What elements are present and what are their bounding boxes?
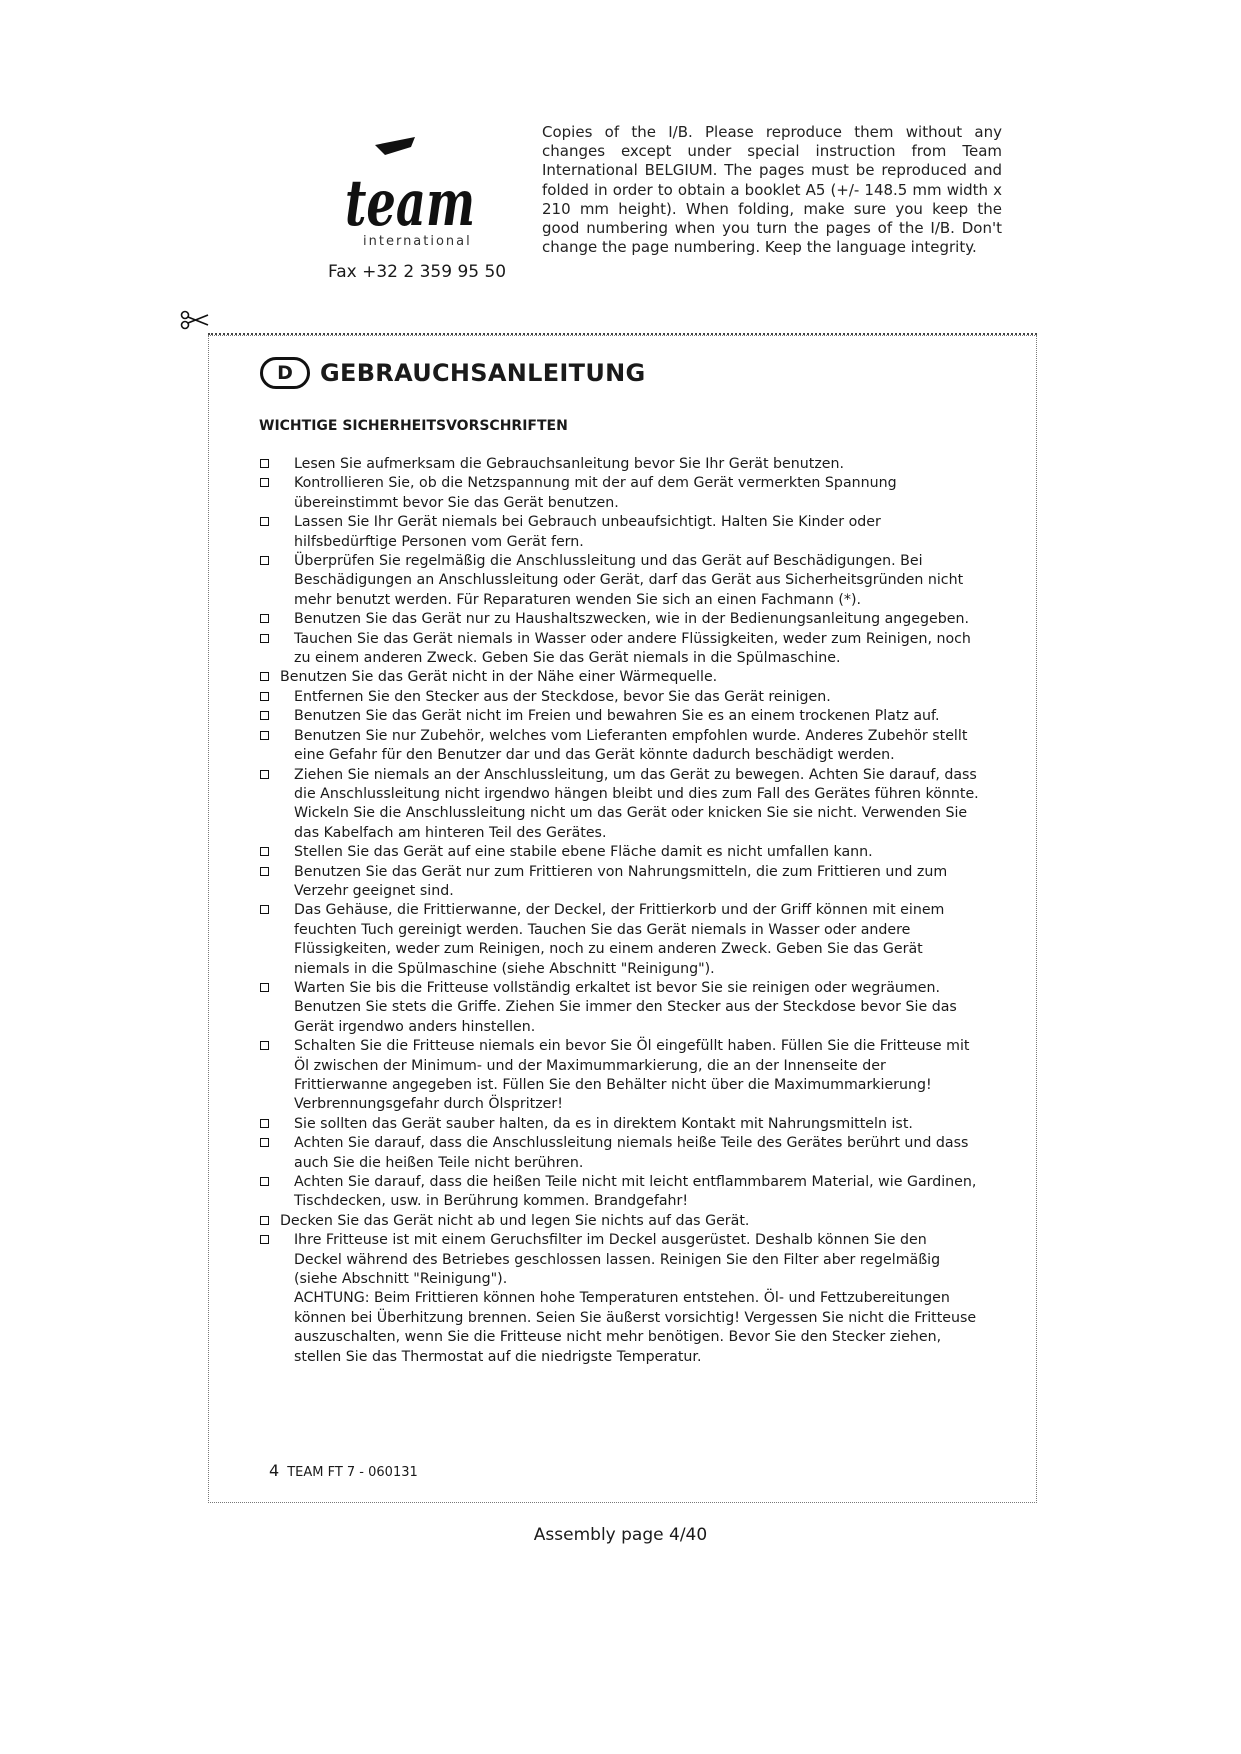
checkbox-bullet-icon xyxy=(260,614,269,623)
scissors-icon xyxy=(180,308,210,332)
checkbox-bullet-icon xyxy=(260,983,269,992)
list-item: Warten Sie bis die Fritteuse vollständig erkaltet ist bevor Sie sie reinigen oder wegräumen. Benutzen Sie stets die Griffe. Ziehen Sie immer den Stecker aus der Steckdose bevor Sie das Gerät irgendwo anders hinstellen. xyxy=(259,979,979,1037)
checkbox-bullet-icon xyxy=(260,770,269,779)
checkbox-bullet-icon xyxy=(260,847,269,856)
checkbox-bullet-icon xyxy=(260,692,269,701)
list-item: Entfernen Sie den Stecker aus der Steckdose, bevor Sie das Gerät reinigen. xyxy=(259,688,979,707)
checkbox-bullet-icon xyxy=(260,634,269,643)
svg-text:team: team xyxy=(345,166,475,241)
list-item: Benutzen Sie nur Zubehör, welches vom Lieferanten empfohlen wurde. Anderes Zubehör stellt eine Gefahr für den Benutzer dar und das Gerät könnte dadurch beschädigt werden. xyxy=(259,727,979,766)
language-badge: D xyxy=(260,357,310,389)
list-item: Achten Sie darauf, dass die heißen Teile nicht mit leicht entflammbarem Material, wie Gardinen, Tischdecken, usw. in Berührung kommen. Brandgefahr! xyxy=(259,1173,979,1212)
list-item: Benutzen Sie das Gerät nicht im Freien und bewahren Sie es an einem trockenen Platz auf. xyxy=(259,707,979,726)
list-item: Kontrollieren Sie, ob die Netzspannung mit der auf dem Gerät vermerkten Spannung übereinstimmt bevor Sie das Gerät benutzen. xyxy=(259,474,979,513)
checkbox-bullet-icon xyxy=(260,711,269,720)
page-footer xyxy=(269,1461,418,1480)
checkbox-bullet-icon xyxy=(260,731,269,740)
list-item: Tauchen Sie das Gerät niemals in Wasser oder andere Flüssigkeiten, weder zum Reinigen, noch zu einem anderen Zweck. Geben Sie das Gerät niemals in die Spülmaschine. xyxy=(259,630,979,669)
checkbox-bullet-icon xyxy=(260,1177,269,1186)
list-item: Sie sollten das Gerät sauber halten, da es in direktem Kontakt mit Nahrungsmitteln ist. xyxy=(259,1115,979,1134)
safety-rules-list xyxy=(259,455,979,1367)
fax-number: Fax +32 2 359 95 50 xyxy=(328,262,507,282)
checkbox-bullet-icon xyxy=(260,1138,269,1147)
model-code: TEAM FT 7 - 060131 xyxy=(287,1465,418,1480)
checkbox-bullet-icon xyxy=(260,867,269,876)
page-number: 4 xyxy=(269,1461,280,1480)
checkbox-bullet-icon xyxy=(260,1041,269,1050)
checkbox-bullet-icon xyxy=(260,459,269,468)
checkbox-bullet-icon xyxy=(260,1119,269,1128)
svg-text:international: international xyxy=(363,234,472,249)
checkbox-bullet-icon xyxy=(260,478,269,487)
checkbox-bullet-icon xyxy=(260,556,269,565)
list-item: Decken Sie das Gerät nicht ab und legen Sie nichts auf das Gerät. xyxy=(259,1212,979,1231)
checkbox-bullet-icon xyxy=(260,905,269,914)
list-item: Benutzen Sie das Gerät nicht in der Nähe einer Wärmequelle. xyxy=(259,668,979,687)
manual-title: GEBRAUCHSANLEITUNG xyxy=(320,359,646,387)
list-item: Ihre Fritteuse ist mit einem Geruchsfilter im Deckel ausgerüstet. Deshalb können Sie den Deckel während des Betriebes geschlossen lassen. Reinigen Sie den Filter aber regelmäßig (siehe Abschnitt "Reinigung"). ACHTUNG: Beim Frittieren können hohe Temperaturen entstehen. Öl- und Fettzubereitungen können bei Überhitzung brennen. Seien Sie äußerst vorsichtig! Vergessen Sie nicht die Fritteuse auszuschalten, wenn Sie die Fritteuse nicht mehr benötigen. Bevor Sie den Stecker ziehen, stellen Sie das Thermostat auf die niedrigste Temperatur. xyxy=(259,1231,979,1367)
list-item: Achten Sie darauf, dass die Anschlussleitung niemals heiße Teile des Gerätes berührt und dass auch Sie die heißen Teile nicht berühren. xyxy=(259,1134,979,1173)
checkbox-bullet-icon xyxy=(260,672,269,681)
list-item: Überprüfen Sie regelmäßig die Anschlussleitung und das Gerät auf Beschädigungen. Bei Beschädigungen an Anschlussleitung oder Gerät, darf das Gerät aus Sicherheitsgründen nicht mehr benutzt werden. Für Reparaturen wenden Sie sich an einen Fachmann (*). xyxy=(259,552,979,610)
section-title: WICHTIGE SICHERHEITSVORSCHRIFTEN xyxy=(259,418,568,434)
checkbox-bullet-icon xyxy=(260,1216,269,1225)
list-item: Stellen Sie das Gerät auf eine stabile ebene Fläche damit es nicht umfallen kann. xyxy=(259,843,979,862)
list-item: Benutzen Sie das Gerät nur zu Haushaltszwecken, wie in der Bedienungsanleitung angegeben. xyxy=(259,610,979,629)
list-item: Benutzen Sie das Gerät nur zum Frittieren von Nahrungsmitteln, die zum Frittieren und zum Verzehr geeignet sind. xyxy=(259,863,979,902)
list-item: Schalten Sie die Fritteuse niemals ein bevor Sie Öl eingefüllt haben. Füllen Sie die Fritteuse mit Öl zwischen der Minimum- und der Maximummarkierung, die an der Innenseite der Frittierwanne angegeben ist. Füllen Sie den Behälter nicht über die Maximummarkierung! Verbrennungsgefahr durch Ölspritzer! xyxy=(259,1037,979,1115)
list-item: Ziehen Sie niemals an der Anschlussleitung, um das Gerät zu bewegen. Achten Sie darauf, dass die Anschlussleitung nicht irgendwo hängen bleibt und dies zum Fall des Gerätes führen könnte. Wickeln Sie die Anschlussleitung nicht um das Gerät oder knicken Sie sie nicht. Verwenden Sie das Kabelfach am hinteren Teil des Gerätes. xyxy=(259,766,979,844)
list-item: Lassen Sie Ihr Gerät niemals bei Gebrauch unbeaufsichtigt. Halten Sie Kinder oder hilfsbedürftige Personen vom Gerät fern. xyxy=(259,513,979,552)
checkbox-bullet-icon xyxy=(260,1235,269,1244)
assembly-page-label: Assembly page 4/40 xyxy=(533,1525,708,1545)
list-item: Das Gehäuse, die Frittierwanne, der Deckel, der Frittierkorb und der Griff können mit einem feuchten Tuch gereinigt werden. Tauchen Sie das Gerät niemals in Wasser oder andere Flüssigkeiten, weder zum Reinigen, noch zu einem anderen Zweck. Geben Sie das Gerät niemals in die Spülmaschine (siehe Abschnitt "Reinigung"). xyxy=(259,901,979,979)
reproduction-instructions: Copies of the I/B. Please reproduce them without any changes except under special instruction from Team International BELGIUM. The pages must be reproduced and folded in order to obtain a booklet A5 (+/- 148.5 mm width x 210 mm height). When folding, make sure you keep the good numbering when you turn the pages of the I/B. Don't change the page numbering. Keep the language integrity. xyxy=(542,123,1002,257)
manual-heading xyxy=(260,353,646,393)
checkbox-bullet-icon xyxy=(260,517,269,526)
team-international-logo xyxy=(345,135,495,253)
list-item: Lesen Sie aufmerksam die Gebrauchsanleitung bevor Sie Ihr Gerät benutzen. xyxy=(259,455,979,474)
